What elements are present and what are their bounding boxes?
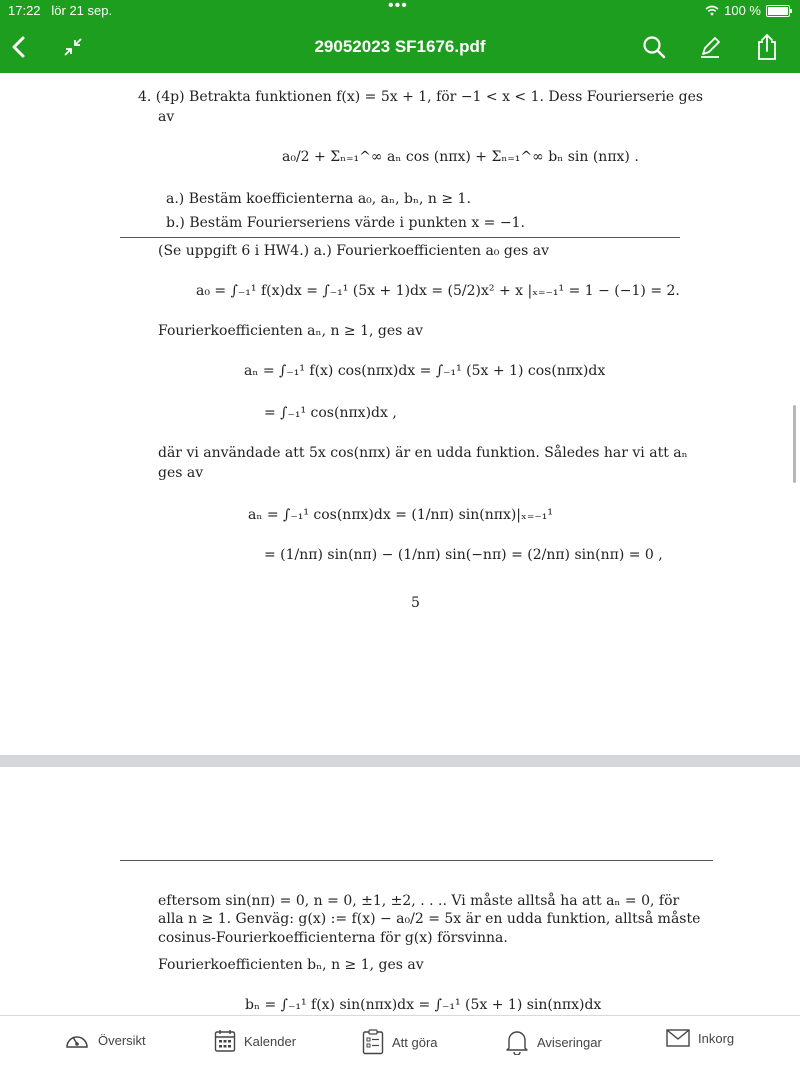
equation-an-1: aₙ = ∫₋₁¹ f(x) cos(nπx)dx = ∫₋₁¹ (5x + 1) cos(nπx)dx [244,363,606,379]
document-title: 29052023 SF1676.pdf [314,37,486,56]
bell-icon [505,1029,529,1055]
solution-line-4: ges av [158,465,204,481]
tab-kalender[interactable] [214,1029,296,1053]
status-right [705,3,790,18]
search-icon[interactable] [639,32,669,62]
multitask-dots[interactable]: ••• [388,0,408,14]
tab-label: Översikt [98,1032,146,1048]
solution-line-3: där vi användade att 5x cos(nπx) är en udda funktion. Således har vi att aₙ [158,445,688,461]
battery-icon [766,5,790,17]
tab-aviseringar[interactable] [505,1029,602,1055]
page2-line-2: alla n ≥ 1. Genväg: g(x) := f(x) − a₀/2 = 5x är en udda funktion, alltså måste [158,911,701,927]
status-bar [0,0,800,20]
equation-bn: bₙ = ∫₋₁¹ f(x) sin(nπx)dx = ∫₋₁¹ (5x + 1) sin(nπx)dx [245,997,602,1013]
equation-an-3: aₙ = ∫₋₁¹ cos(nπx)dx = (1/nπ) sin(nπx)|ₓ₌₋₁¹ [248,507,553,523]
share-icon[interactable] [752,32,782,62]
tab-oversikt[interactable] [64,1029,146,1051]
solution-line-2: Fourierkoefficienten aₙ, n ≥ 1, ges av [158,323,424,339]
task-a: a.) Bestäm koefficienterna a₀, aₙ, bₙ, n ≥ 1. [166,191,471,207]
tab-label: Kalender [244,1033,297,1049]
tab-att-gora[interactable] [362,1029,438,1055]
tab-label: Inkorg [698,1030,735,1046]
page2-line-3: cosinus-Fourierkoefficienterna för g(x) försvinna. [158,930,508,946]
page2-line-4: Fourierkoefficienten bₙ, n ≥ 1, ges av [158,957,424,973]
page-top-rule [120,860,713,861]
tab-label: Att göra [392,1034,438,1050]
gauge-icon [64,1029,90,1051]
status-date: lör 21 sep. [51,3,113,18]
page2-line-1: eftersom sin(nπ) = 0, n = 0, ±1, ±2, . . .. Vi måste alltså ha att aₙ = 0, för [158,893,680,909]
page-separator [0,755,800,767]
pdf-page-6 [0,767,800,1015]
calendar-icon [214,1029,236,1053]
equation-an-2: = ∫₋₁¹ cos(nπx)dx , [264,405,397,421]
task-b: b.) Bestäm Fourierseriens värde i punkten x = −1. [166,215,525,231]
toolbar [0,20,800,73]
pdf-page-5 [0,73,800,755]
problem-line-1: 4. (4p) Betrakta funktionen f(x) = 5x + 1, för −1 < x < 1. Dess Fourierserie ges [138,89,704,105]
equation-an-4: = (1/nπ) sin(nπ) − (1/nπ) sin(−nπ) = (2/nπ) sin(nπ) = 0 , [264,547,663,563]
clipboard-icon [362,1029,384,1055]
tab-bar [0,1015,800,1068]
status-time: 17:22 lör 21 sep. [8,3,113,18]
envelope-icon [666,1029,690,1047]
solution-divider [120,237,680,238]
solution-line-1: (Se uppgift 6 i HW4.) a.) Fourierkoefficienten a₀ ges av [158,243,549,259]
tab-inkorg[interactable] [666,1029,734,1047]
problem-line-2: av [158,109,175,125]
pen-icon[interactable] [695,32,725,62]
fourier-series-formula: a₀/2 + Σₙ₌₁^∞ aₙ cos (nπx) + Σₙ₌₁^∞ bₙ sin (nπx) . [282,149,639,165]
battery-percent: 100 % [724,3,761,18]
page-number: 5 [411,595,420,611]
wifi-icon [705,5,719,16]
scrollbar[interactable] [793,405,796,483]
pdf-viewer[interactable] [0,73,800,1015]
tab-label: Aviseringar [537,1034,602,1050]
equation-a0: a₀ = ∫₋₁¹ f(x)dx = ∫₋₁¹ (5x + 1)dx = (5/2)x² + x |ₓ₌₋₁¹ = 1 − (−1) = 2. [196,283,680,299]
